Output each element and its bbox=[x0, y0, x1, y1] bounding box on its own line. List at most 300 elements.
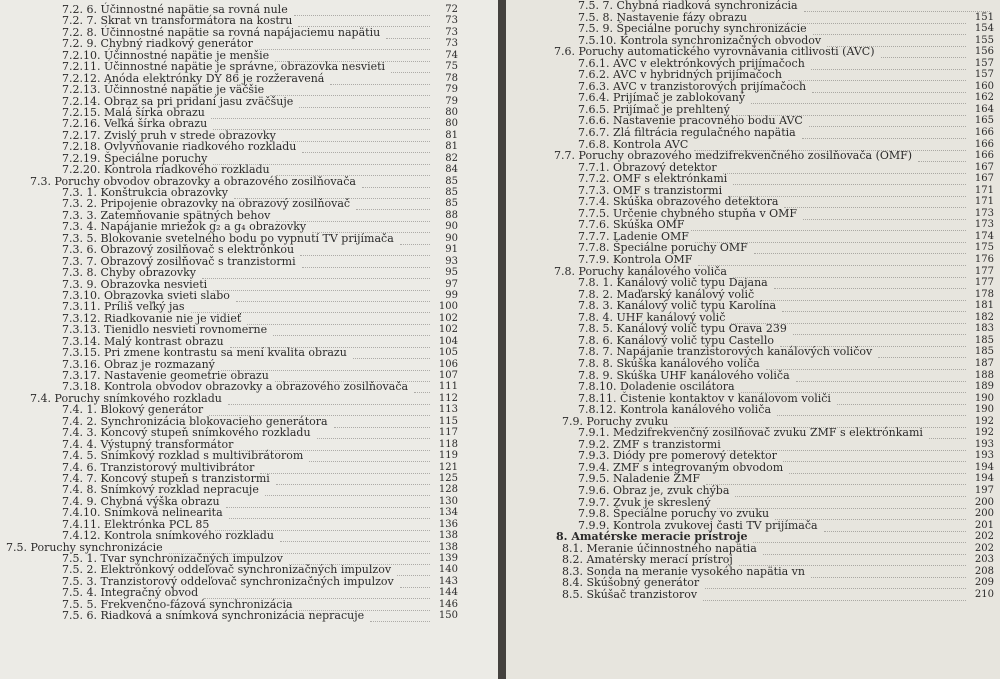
toc-list-left bbox=[0, 4, 498, 622]
toc-entry-text: Poruchy automatického vyrovnávania citlivosti (AVC) bbox=[578, 45, 875, 59]
toc-page-number: 106 bbox=[438, 358, 458, 370]
dot-leader bbox=[294, 4, 430, 16]
toc-entry-number: 7.9.8. bbox=[578, 507, 610, 521]
toc-page-number: 165 bbox=[974, 115, 994, 127]
toc-entry-number: 7.2.17. bbox=[62, 128, 101, 142]
toc-entry-text: Napájanie tranzistorových kanálových voličov bbox=[616, 345, 873, 359]
toc-page-number: 95 bbox=[445, 267, 458, 279]
dot-leader bbox=[837, 393, 966, 405]
toc-entry-text: Zatemňovanie spätných behov bbox=[100, 208, 271, 222]
toc-entry-number: 7.9.7. bbox=[578, 495, 610, 509]
toc-page-number: 143 bbox=[438, 575, 458, 587]
toc-entry-text: UHF kanálový volič bbox=[616, 310, 726, 324]
toc-entry-number: 7.3.12. bbox=[62, 311, 101, 325]
dot-leader bbox=[400, 233, 430, 245]
toc-page-number: 160 bbox=[974, 80, 994, 92]
toc-entry-text: Naladenie ZMF bbox=[613, 472, 700, 486]
toc-entry-text: Nastavenie fázy obrazu bbox=[616, 10, 748, 24]
toc-entry-text: Účinnostné napätie sa rovná napájaciemu napätiu bbox=[100, 25, 381, 39]
toc-page-number: 171 bbox=[974, 196, 994, 208]
toc-entry-number: 7.6.2. bbox=[578, 68, 610, 82]
dot-leader bbox=[280, 530, 430, 542]
book-gutter bbox=[498, 0, 506, 679]
dot-leader bbox=[226, 496, 430, 508]
toc-entry-number: 7.8. 4. bbox=[578, 310, 613, 324]
dot-leader bbox=[811, 566, 966, 578]
toc-entry-number: 7.6.6. bbox=[578, 114, 610, 128]
toc-page-number: 80 bbox=[445, 106, 458, 118]
dot-leader bbox=[788, 69, 966, 81]
left-page bbox=[0, 0, 498, 679]
toc-page-number: 166 bbox=[974, 150, 994, 162]
toc-entry-text: OMF s elektrónkami bbox=[613, 172, 728, 186]
toc-entry-text: Skúška UHF kanálového voliča bbox=[616, 368, 790, 382]
dot-leader bbox=[282, 130, 430, 142]
toc-page-number: 144 bbox=[438, 587, 458, 599]
toc-entry-text: AVC v hybridných prijímačoch bbox=[613, 68, 782, 82]
toc-entry-text: Integračný obvod bbox=[100, 586, 199, 600]
toc-page-number: 182 bbox=[974, 311, 994, 323]
toc-page-number: 115 bbox=[438, 415, 458, 427]
dot-leader bbox=[751, 92, 966, 104]
toc-entry-number: 7.7. bbox=[554, 149, 575, 163]
toc-entry-text: Kontrola zvukovej časti TV prijímača bbox=[613, 518, 818, 532]
toc-entry-text: Koncový stupeň s tranzistormi bbox=[100, 471, 270, 485]
toc-page-number: 185 bbox=[974, 346, 994, 358]
toc-entry-number: 7.3. 2. bbox=[62, 197, 97, 211]
toc-entry-number: 7.8.10. bbox=[578, 380, 617, 394]
toc-entry-number: 7.5. 1. bbox=[62, 552, 97, 565]
toc-entry-text: Blokový generátor bbox=[100, 403, 204, 417]
toc-page-number: 81 bbox=[445, 129, 458, 141]
toc-entry-number: 7.2. 6. bbox=[62, 3, 97, 16]
toc-page-number: 119 bbox=[438, 450, 458, 462]
toc-entry-text: Kontrola riadkového rozkladu bbox=[103, 163, 270, 177]
toc-entry-number: 7.8. 9. bbox=[578, 368, 613, 382]
toc-page-number: 104 bbox=[438, 335, 458, 347]
toc-entry-text: Veľká šírka obrazu bbox=[103, 117, 208, 131]
toc-page-number: 167 bbox=[974, 161, 994, 173]
toc-entry-number: 7.9.5. bbox=[578, 472, 610, 486]
dot-leader bbox=[362, 176, 430, 188]
toc-page-number: 171 bbox=[974, 184, 994, 196]
toc-page-number: 190 bbox=[974, 392, 994, 404]
toc-entry-text: Pripojenie obrazovky na obrazový zosilňovač bbox=[100, 197, 351, 211]
toc-page-number: 134 bbox=[438, 507, 458, 519]
toc-entry-number: 7.8.11. bbox=[578, 391, 617, 405]
toc-page-number: 197 bbox=[974, 484, 994, 496]
toc-page-number: 166 bbox=[974, 127, 994, 139]
toc-entry-text: Elektrónkový oddeľovač synchronizačných impulzov bbox=[100, 563, 392, 577]
toc-page-number: 151 bbox=[974, 11, 994, 23]
toc-entry-text: Amatérske meracie prístroje bbox=[571, 530, 748, 544]
toc-entry-number: 7.5. 2. bbox=[62, 563, 97, 577]
toc-page-number: 183 bbox=[974, 323, 994, 335]
toc-entry-text: Obraz je rozmazaný bbox=[103, 357, 215, 371]
toc-entry-text: Sonda na meranie vysokého napätia vn bbox=[586, 564, 805, 578]
toc-page-number: 181 bbox=[974, 300, 994, 312]
dot-leader bbox=[330, 73, 430, 85]
toc-entry-text: Skrat vn transformátora na kostru bbox=[100, 14, 293, 28]
dot-leader bbox=[309, 450, 430, 462]
dot-leader bbox=[803, 208, 966, 220]
toc-entry-number: 7.6.1. bbox=[578, 56, 610, 70]
toc-entry-number: 7.5. bbox=[6, 540, 27, 554]
dot-leader bbox=[802, 127, 966, 139]
dot-leader bbox=[703, 589, 966, 601]
toc-entry-text: Tranzistorový oddeľovač synchronizačných impulzov bbox=[100, 574, 394, 588]
toc-page-number: 173 bbox=[974, 207, 994, 219]
dot-leader bbox=[273, 324, 430, 336]
toc-page-number: 156 bbox=[974, 46, 994, 58]
dot-leader bbox=[299, 96, 430, 108]
dot-leader bbox=[202, 267, 430, 279]
toc-entry-number: 7.2.16. bbox=[62, 117, 101, 131]
toc-entry-number: 7.5. 7. bbox=[578, 0, 613, 12]
toc-page-number: 113 bbox=[438, 404, 458, 416]
toc-page-number: 85 bbox=[445, 175, 458, 187]
toc-page-number: 90 bbox=[445, 232, 458, 244]
dot-leader bbox=[929, 427, 966, 439]
toc-entry-text: Poruchy obrazového medzifrekvenčného zosilňovača (OMF) bbox=[578, 149, 913, 163]
dot-leader bbox=[353, 347, 430, 359]
toc-entry-text: Skúška obrazového detektora bbox=[613, 195, 779, 209]
toc-entry-number: 8.5. bbox=[562, 587, 583, 601]
toc-page-number: 177 bbox=[974, 277, 994, 289]
toc-entry-number: 7.2. 8. bbox=[62, 25, 97, 39]
toc-page-number: 102 bbox=[438, 312, 458, 324]
toc-page-number: 162 bbox=[974, 92, 994, 104]
dot-leader bbox=[302, 256, 430, 268]
toc-entry-number: 7.4. 2. bbox=[62, 414, 97, 428]
toc-entry-text: Obrazovka svieti slabo bbox=[103, 288, 230, 302]
toc-page-number: 210 bbox=[974, 588, 994, 600]
toc-entry-number: 7.9.3. bbox=[578, 449, 610, 463]
dot-leader bbox=[763, 543, 966, 555]
toc-entry-text: Prijímač je prehltený bbox=[613, 102, 730, 116]
toc-entry bbox=[506, 589, 1000, 601]
toc-entry-number: 7.4. 7. bbox=[62, 471, 97, 485]
toc-page-number: 90 bbox=[445, 221, 458, 233]
toc-entry-number: 7.5. 6. bbox=[62, 609, 97, 623]
toc-entry-text: Obrazový zosilňovač s tranzistormi bbox=[100, 254, 296, 268]
toc-page-number: 192 bbox=[974, 427, 994, 439]
toc-entry-text: Zlá filtrácia regulačného napätia bbox=[613, 126, 796, 140]
toc-entry-number: 7.4. 1. bbox=[62, 403, 97, 417]
toc-entry-number: 7.4. 8. bbox=[62, 483, 97, 497]
toc-entry-number: 7.6.7. bbox=[578, 126, 610, 140]
toc-entry-number: 7.4.11. bbox=[62, 517, 101, 531]
toc-page-number: 93 bbox=[445, 255, 458, 267]
toc-entry-text: Tienidlo nesvieti rovnomerne bbox=[103, 323, 268, 337]
toc-entry-text: Diódy pre pomerový detektor bbox=[613, 449, 777, 463]
toc-page-number: 73 bbox=[445, 26, 458, 38]
toc-entry-text: Poruchy kanálového voliča bbox=[578, 264, 727, 278]
dot-leader bbox=[789, 462, 966, 474]
dot-leader bbox=[300, 244, 430, 256]
dot-leader bbox=[782, 300, 966, 312]
toc-entry-text: Kontrola AVC bbox=[613, 137, 689, 151]
toc-page-number: 82 bbox=[445, 152, 458, 164]
toc-entry-text: Účinnostné napätie je správne, obrazovka nesvieti bbox=[103, 60, 386, 74]
toc-entry-text: Poruchy synchronizácie bbox=[30, 540, 163, 554]
toc-entry-text: Skúšobný generátor bbox=[586, 576, 700, 590]
toc-entry-number: 7.7.2. bbox=[578, 172, 610, 186]
toc-entry-number: 7.7.7. bbox=[578, 229, 610, 243]
toc-entry-text: ZMF s tranzistormi bbox=[613, 437, 721, 451]
toc-page-number: 175 bbox=[974, 242, 994, 254]
toc-entry-text: Kontrola obvodov obrazovky a obrazového zosilňovača bbox=[103, 380, 409, 394]
toc-entry-text: Určenie chybného stupňa v OMF bbox=[613, 206, 798, 220]
dot-leader bbox=[386, 27, 430, 39]
toc-entry-text: Poruchy snímkového rozkladu bbox=[54, 391, 222, 405]
toc-entry-text: Frekvenčno-fázová synchronizácia bbox=[100, 597, 293, 611]
toc-entry-number: 7.2.11. bbox=[62, 60, 101, 74]
toc-entry-number: 7.5.10. bbox=[578, 33, 617, 47]
toc-page-number: 85 bbox=[445, 187, 458, 198]
toc-entry-number: 7.7.4. bbox=[578, 195, 610, 209]
toc-entry-number: 8.4. bbox=[562, 576, 583, 590]
toc-page-number: 138 bbox=[438, 530, 458, 542]
toc-entry-text: Maďarský kanálový volič bbox=[616, 287, 755, 301]
dot-leader bbox=[918, 150, 966, 162]
toc-entry-text: Chyby obrazovky bbox=[100, 266, 196, 280]
toc-entry-text: OMF s tranzistormi bbox=[613, 183, 723, 197]
toc-page-number: 128 bbox=[438, 484, 458, 496]
toc-entry-text: ZMF s integrovaným obvodom bbox=[613, 460, 784, 474]
toc-entry-number: 7.2. 7. bbox=[62, 14, 97, 28]
toc-entry-text: Čistenie kontaktov v kanálovom voliči bbox=[619, 391, 831, 405]
toc-page-number: 107 bbox=[438, 370, 458, 381]
toc-page-number: 136 bbox=[438, 518, 458, 530]
toc-entry-text: Kontrola synchronizačných obvodov bbox=[619, 33, 822, 47]
toc-entry-number: 7.3. 7. bbox=[62, 254, 97, 268]
toc-entry-number: 8.3. bbox=[562, 564, 583, 578]
dot-leader bbox=[811, 58, 966, 70]
toc-entry-number: 7.4. 9. bbox=[62, 494, 97, 508]
toc-entry-text: Obrazový detektor bbox=[613, 160, 717, 174]
toc-entry-number: 7.5. 8. bbox=[578, 10, 613, 24]
dot-leader bbox=[878, 346, 966, 358]
dot-leader bbox=[265, 484, 430, 496]
toc-page-number: 185 bbox=[974, 334, 994, 346]
toc-entry-number: 7.3. 9. bbox=[62, 277, 97, 291]
toc-entry-number: 7.6.5. bbox=[578, 102, 610, 116]
dot-leader bbox=[777, 404, 966, 416]
dot-leader bbox=[723, 162, 966, 174]
toc-entry-text: Skúška OMF bbox=[613, 218, 685, 232]
dot-leader bbox=[247, 313, 430, 325]
toc-page-number: 178 bbox=[974, 288, 994, 300]
dot-leader bbox=[793, 323, 966, 335]
toc-entry-number: 7.3. bbox=[30, 174, 51, 188]
toc-entry-number: 7.2.12. bbox=[62, 71, 101, 85]
toc-entry-text: Špeciálne poruchy vo zvuku bbox=[613, 507, 770, 521]
toc-entry-number: 7.2. 9. bbox=[62, 37, 97, 51]
toc-page-number: 78 bbox=[445, 72, 458, 84]
toc-entry-number: 7.5. 5. bbox=[62, 597, 97, 611]
toc-page-number: 146 bbox=[438, 598, 458, 610]
dot-leader bbox=[824, 520, 966, 532]
dot-leader bbox=[813, 23, 966, 35]
toc-page-number: 102 bbox=[438, 324, 458, 336]
dot-leader bbox=[229, 507, 430, 519]
toc-page-number: 200 bbox=[974, 508, 994, 520]
toc-page-number: 138 bbox=[438, 541, 458, 553]
toc-entry-number: 7.7.6. bbox=[578, 218, 610, 232]
toc-entry-text: Riadková a snímková synchronizácia nepracuje bbox=[100, 609, 365, 623]
toc-entry-number: 8.1. bbox=[562, 541, 583, 555]
toc-page-number: 164 bbox=[974, 103, 994, 115]
dot-leader bbox=[370, 610, 430, 622]
toc-entry-text: Výstupný transformátor bbox=[100, 437, 234, 451]
dot-leader bbox=[706, 473, 966, 485]
toc-entry-text: Medzifrekvenčný zosilňovač zvuku ZMF s elektrónkami bbox=[613, 426, 923, 440]
toc-entry-number: 7.8. 3. bbox=[578, 299, 613, 313]
toc-entry-text: Skúšač tranzistorov bbox=[586, 587, 698, 601]
toc-entry-text: Špeciálne poruchy OMF bbox=[613, 241, 748, 255]
toc-entry-text: Kontrola kanálového voliča bbox=[619, 403, 772, 417]
toc-entry-text: Nastavenie geometrie obrazu bbox=[103, 369, 269, 382]
dot-leader bbox=[753, 531, 966, 543]
toc-page-number: 79 bbox=[445, 84, 458, 96]
dot-leader bbox=[774, 277, 966, 289]
toc-entry-number: 7.2.18. bbox=[62, 140, 101, 154]
toc-entry-text: Snímková nelinearita bbox=[103, 506, 223, 520]
toc-entry-number: 7.3. 8. bbox=[62, 266, 97, 280]
toc-page-number: 174 bbox=[974, 230, 994, 242]
dot-leader bbox=[766, 358, 966, 370]
toc-entry-number: 7.6.3. bbox=[578, 79, 610, 93]
toc-entry-text: Anóda elektrónky DY 86 je rozžeravená bbox=[103, 71, 325, 85]
toc-entry-number: 7.8.12. bbox=[578, 403, 617, 417]
toc-entry-number: 7.8. 2. bbox=[578, 287, 613, 301]
toc-page-number: 75 bbox=[445, 61, 458, 73]
toc-entry-text: Blokovanie svetelného bodu po vypnutí TV prijímača bbox=[100, 231, 394, 245]
toc-entry-text: Riadkovanie nie je vidieť bbox=[103, 311, 242, 325]
toc-entry-number: 7.9.2. bbox=[578, 437, 610, 451]
toc-entry-number: 7.8. bbox=[554, 264, 575, 278]
toc-entry-number: 7.3.18. bbox=[62, 380, 101, 394]
toc-entry-number: 7.9.9. bbox=[578, 518, 610, 532]
toc-entry-number: 7.3. 4. bbox=[62, 220, 97, 234]
toc-entry-text: Ladenie OMF bbox=[613, 229, 689, 243]
toc-page-number: 187 bbox=[974, 357, 994, 369]
toc-entry-text: Účinnostné napätie je menšie bbox=[103, 48, 270, 62]
toc-page-number: 118 bbox=[438, 438, 458, 450]
toc-entry-number: 7.8. 6. bbox=[578, 333, 613, 347]
toc-entry-text: Chybná riadková synchronizácia bbox=[616, 0, 798, 12]
toc-entry-number: 7.4.12. bbox=[62, 529, 101, 543]
toc-entry-text: Poruchy obvodov obrazovky a obrazového zosilňovača bbox=[54, 174, 356, 188]
toc-entry-number: 7.8. 5. bbox=[578, 322, 613, 336]
toc-page-number: 105 bbox=[438, 347, 458, 359]
dot-leader bbox=[705, 577, 966, 589]
toc-entry-number: 7.5. 9. bbox=[578, 22, 613, 36]
toc-entry-number: 7.8. 7. bbox=[578, 345, 613, 359]
toc-page-number: 99 bbox=[445, 289, 458, 301]
toc-entry-number: 7.3. 6. bbox=[62, 243, 97, 257]
toc-entry-number: 7.3.10. bbox=[62, 288, 101, 302]
toc-entry-number: 8. bbox=[556, 530, 568, 544]
toc-page-number: 192 bbox=[974, 415, 994, 427]
toc-entry-text: Kontrola OMF bbox=[613, 253, 693, 267]
toc-entry-text: Kanálový volič typu Castello bbox=[616, 333, 774, 347]
toc-page-number: 91 bbox=[445, 244, 458, 256]
dot-leader bbox=[698, 254, 966, 266]
toc-entry-number: 7.9. bbox=[562, 414, 583, 428]
dot-leader bbox=[260, 462, 430, 474]
toc-page-number: 188 bbox=[974, 369, 994, 381]
toc-page-number: 125 bbox=[438, 472, 458, 484]
toc-entry-number: 7.3.16. bbox=[62, 357, 101, 371]
toc-page-number: 155 bbox=[974, 34, 994, 46]
toc-page-number: 97 bbox=[445, 278, 458, 290]
toc-entry-text: Obraz je, zvuk chýba bbox=[613, 483, 730, 497]
toc-page-number: 154 bbox=[974, 23, 994, 35]
toc-entry-text: Koncový stupeň snímkového rozkladu bbox=[100, 426, 311, 440]
dot-leader bbox=[334, 416, 430, 428]
toc-page-number: 189 bbox=[974, 381, 994, 393]
toc-entry-text: Snímkový rozklad nepracuje bbox=[100, 483, 259, 497]
toc-page-number: 201 bbox=[974, 519, 994, 531]
toc-page-number: 81 bbox=[445, 141, 458, 153]
toc-page-number: 209 bbox=[974, 577, 994, 589]
toc-entry-number: 7.2.19. bbox=[62, 151, 101, 165]
toc-page-number: 167 bbox=[974, 173, 994, 185]
toc-page-number: 177 bbox=[974, 265, 994, 277]
toc-entry-number: 7.3.14. bbox=[62, 334, 101, 348]
dot-leader bbox=[783, 450, 966, 462]
toc-entry-text: Synchronizácia blokovacieho generátora bbox=[100, 414, 328, 428]
toc-entry-text: Doladenie oscilátora bbox=[619, 380, 735, 394]
toc-entry-text: Tranzistorový multivibrátor bbox=[100, 460, 255, 474]
dot-leader bbox=[302, 141, 430, 153]
toc-entry-text: Malá šírka obrazu bbox=[103, 105, 205, 119]
toc-entry-number: 7.4. 4. bbox=[62, 437, 97, 451]
toc-entry-text: Elektrónka PCL 85 bbox=[103, 517, 210, 531]
toc-entry-number: 7.6. bbox=[554, 45, 575, 59]
toc-entry-text: Účinnostné napätie je väčšie bbox=[103, 83, 265, 97]
dot-leader bbox=[760, 289, 966, 301]
dot-leader bbox=[784, 196, 966, 208]
toc-entry-text: Prijímač je zablokovaný bbox=[613, 91, 746, 105]
toc-entry-text: Pri zmene kontrastu sa mení kvalita obrazu bbox=[103, 346, 347, 360]
toc-entry-number: 7.7.1. bbox=[578, 160, 610, 174]
toc-entry-number: 8.2. bbox=[562, 553, 583, 567]
dot-leader bbox=[317, 427, 430, 439]
toc-page-number: 72 bbox=[445, 4, 458, 15]
toc-entry-number: 7.8. 1. bbox=[578, 276, 613, 290]
toc-page-number: 130 bbox=[438, 495, 458, 507]
toc-entry-text: Účinnostné napätie sa rovná nule bbox=[100, 3, 288, 16]
toc-entry-text: Špeciálne poruchy bbox=[103, 151, 208, 165]
toc-entry-number: 7.6.8. bbox=[578, 137, 610, 151]
toc-page-number: 203 bbox=[974, 554, 994, 566]
toc-entry-text: Poruchy zvuku bbox=[586, 414, 669, 428]
toc-entry-number: 7.3. 1. bbox=[62, 186, 97, 199]
toc-page-number: 79 bbox=[445, 95, 458, 107]
toc-entry-text: Tvar synchronizačných impulzov bbox=[100, 552, 283, 565]
toc-page-number: 202 bbox=[974, 531, 994, 543]
toc-page-number: 73 bbox=[445, 38, 458, 50]
toc-entry-number: 7.4. 5. bbox=[62, 449, 97, 463]
toc-entry-number: 7.4. bbox=[30, 391, 51, 405]
dot-leader bbox=[754, 242, 966, 254]
dot-leader bbox=[397, 564, 430, 576]
toc-entry-text: Zvislý pruh v strede obrazovky bbox=[103, 128, 276, 142]
toc-entry-text: AVC v tranzistorových prijímačoch bbox=[613, 79, 807, 93]
